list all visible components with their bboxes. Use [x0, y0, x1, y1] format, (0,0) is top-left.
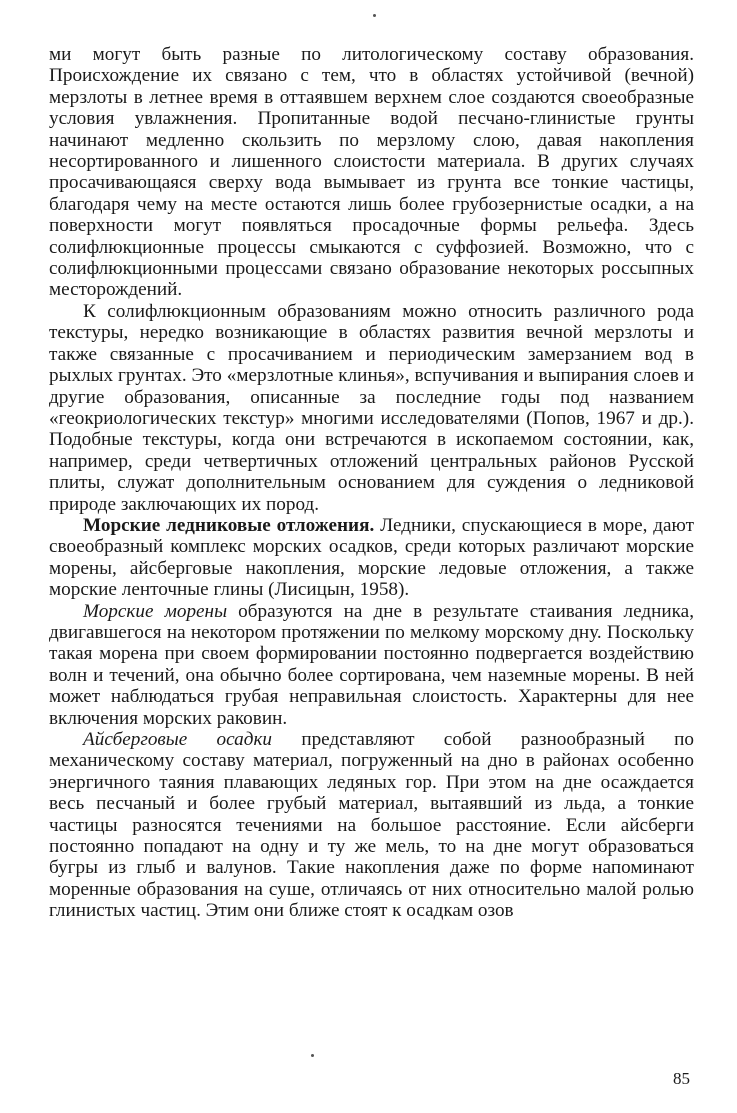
- paragraph-text: ми могут быть разные по литологическому составу образования. Происхождение их связано с тем, что в областях устойчивой (вечной) мерзлоты в летнее время в оттаявшем верхнем слое создаются своеобразные условия увлажнения. Пропитанные водой песчано-глинистые грунты начинают медленно скользить по мерзлому слою, давая накопления несортированного и лишенного слоистости материала. В других случаях просачивающаяся сверху вода вымывает из грунта все тонкие частицы, благодаря чему на месте остаются лишь более грубозернистые осадки, а на поверхности могут появляться просадочные формы рельефа. Здесь солифлюкционные процессы смыкаются с суффозией. Возможно, что с солифлюкционными процессами связано образование некоторых россыпных месторождений.: [49, 44, 694, 301]
- paragraph-text: К солифлюкционным образованиям можно относить различного рода текстуры, нередко возникающие в областях развития вечной мерзлоты и также связанные с просачиванием и периодическим замерзанием вод в рыхлых грунтах. Это «мерзлотные клинья», вспучивания и выпирания слоев и другие образования, описанные за последние годы под названием «геокриологических текстур» многими исследователями (Попов, 1967 и др.). Подобные текстуры, когда они встречаются в ископаемом состоянии, как, например, среди четвертичных отложений центральных районов Русской плиты, служат дополнительным основанием для суждения о ледниковой природе заключающих их пород.: [49, 300, 694, 515]
- paragraph-geocryological-textures: [49, 301, 694, 515]
- paragraph-marine-moraines: [49, 601, 694, 729]
- page-body: [49, 44, 694, 922]
- paragraph-marine-glacial-deposits: [49, 515, 694, 601]
- paragraph-text: представляют собой разнообразный по механическому составу материал, погруженный на дно в районах особенно энергичного таяния плавающих ледяных гор. При этом на дне осаждается весь песчаный и более грубый материал, вытаявший из льда, а тонкие частицы разносятся течениями на большое расстояние. Если айсберги постоянно попадают на одну и ту же мель, то на дне могут образоваться бугры из глыб и валунов. Такие накопления даже по форме напоминают моренные образования на суше, отличаясь от них относительно малой ролью глинистых частиц. Этим они ближе стоят к осадкам озов: [49, 729, 694, 922]
- page-mark-bottom: [311, 1054, 314, 1057]
- paragraph-solifluction-intro: [49, 44, 694, 301]
- page-number: 85: [673, 1069, 690, 1088]
- paragraph-text: образуются на дне в результате стаивания ледника, двигавшегося на некотором протяжении по мелкому морскому дну. Поскольку такая морена при своем формировании постоянно подвергается воздействию волн и течений, она обычно более сортирована, чем наземные морены. В ней может наблюдаться грубая неправильная слоистость. Характерны для нее включения морских раковин.: [49, 600, 694, 729]
- term-italic: Айсберговые осадки: [83, 729, 273, 750]
- section-heading: Морские ледниковые отложения.: [83, 514, 375, 536]
- page-mark-top: [373, 14, 376, 17]
- paragraph-text: Ледники, спускающиеся в море, дают своеобразный комплекс морских осадков, среди которых различают морские морены, айсберговые накопления, морские ледовые отложения, а также морские ленточные глины (Лисицын, 1958).: [49, 514, 694, 601]
- term-italic: Морские морены: [83, 600, 228, 622]
- paragraph-iceberg-sediments: [49, 729, 694, 922]
